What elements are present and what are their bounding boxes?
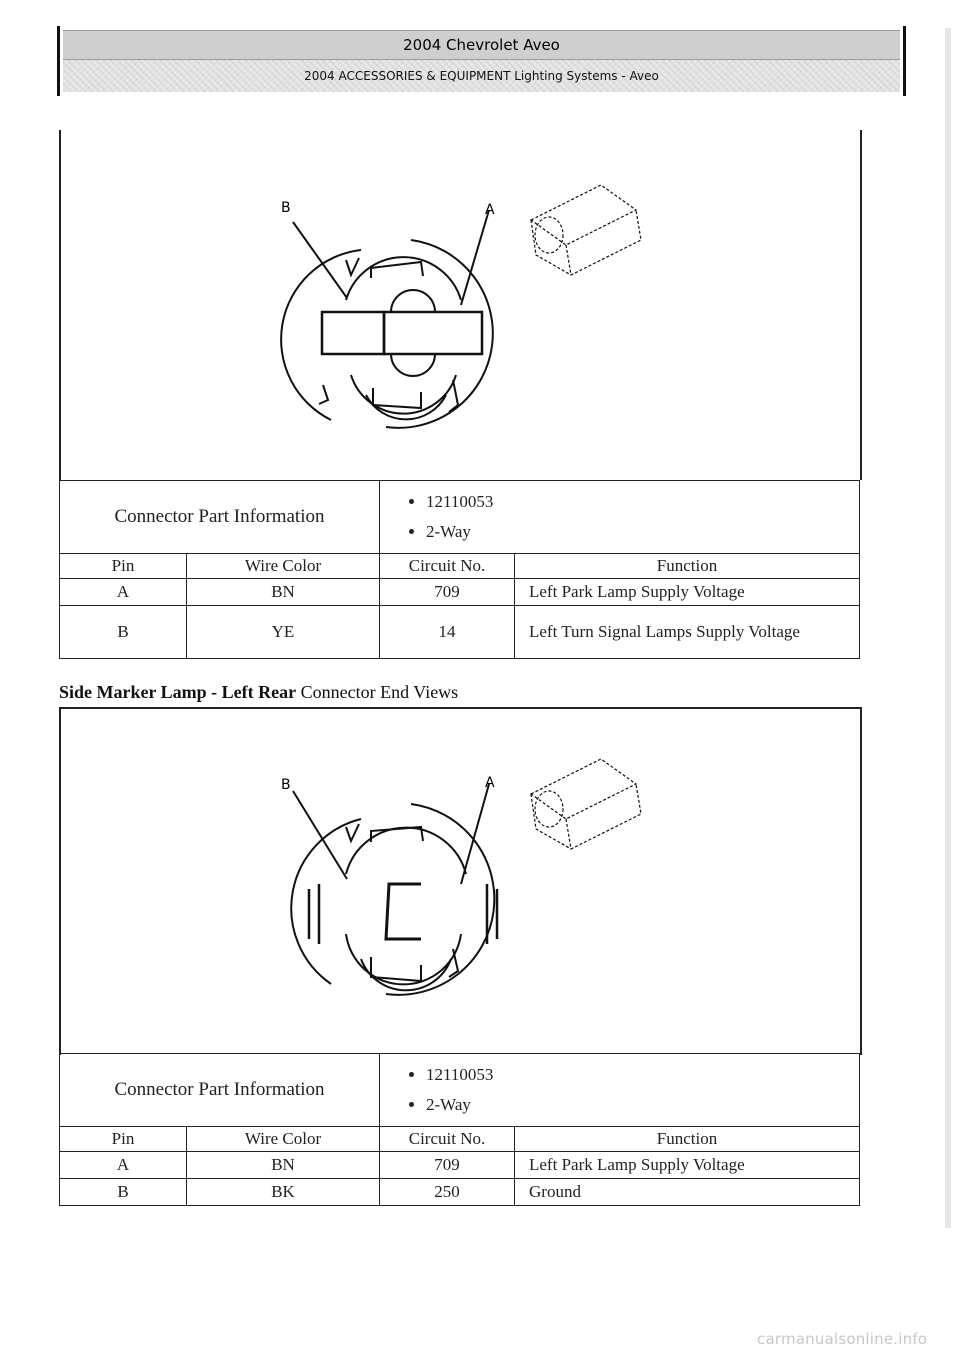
table-row	[60, 1179, 860, 1206]
pin-label-a: A	[485, 775, 495, 791]
pin-cell: A	[60, 579, 187, 606]
header-left-rule	[57, 26, 60, 96]
function-cell: Left Park Lamp Supply Voltage	[515, 1152, 860, 1179]
pin-label-b: B	[281, 200, 291, 216]
part-info-label: Connector Part Information	[60, 481, 380, 554]
circuit-cell: 14	[380, 606, 515, 659]
col-circuit: Circuit No.	[380, 554, 515, 579]
document-title: 2004 Chevrolet Aveo	[63, 30, 900, 60]
col-wire-color: Wire Color	[187, 554, 380, 579]
table-header-row	[60, 554, 860, 579]
connector-diagram-2	[61, 709, 860, 1055]
col-pin: Pin	[60, 1127, 187, 1152]
col-function: Function	[515, 1127, 860, 1152]
header-right-rule	[903, 26, 906, 96]
wire-color-cell: BK	[187, 1179, 380, 1206]
part-info-values	[380, 481, 860, 554]
part-number: • 12110053	[426, 1060, 853, 1090]
connector-table-1	[59, 480, 860, 659]
watermark: carmanualsonline.info	[757, 1330, 928, 1348]
pin-cell: A	[60, 1152, 187, 1179]
circuit-cell: 709	[380, 579, 515, 606]
col-pin: Pin	[60, 554, 187, 579]
col-circuit: Circuit No.	[380, 1127, 515, 1152]
section-title-bold: Side Marker Lamp - Left Rear	[59, 682, 297, 702]
document-subtitle: 2004 ACCESSORIES & EQUIPMENT Lighting Systems - Aveo	[63, 60, 900, 92]
function-cell: Left Park Lamp Supply Voltage	[515, 579, 860, 606]
wire-color-cell: YE	[187, 606, 380, 659]
table-row	[60, 579, 860, 606]
table-header-row	[60, 1127, 860, 1152]
circuit-cell: 250	[380, 1179, 515, 1206]
pin-cell: B	[60, 1179, 187, 1206]
section-title-rest: Connector End Views	[296, 682, 459, 702]
function-cell: Ground	[515, 1179, 860, 1206]
part-info-label: Connector Part Information	[60, 1054, 380, 1127]
wire-color-cell: BN	[187, 1152, 380, 1179]
connector-end-view-figure-2	[59, 707, 862, 1055]
part-ways: • 2-Way	[426, 1090, 853, 1120]
pin-label-b: B	[281, 777, 291, 793]
connector-diagram-1	[61, 130, 860, 480]
connector-table-2	[59, 1053, 860, 1206]
wire-color-cell: BN	[187, 579, 380, 606]
circuit-cell: 709	[380, 1152, 515, 1179]
part-info-values	[380, 1054, 860, 1127]
pin-cell: B	[60, 606, 187, 659]
table-row	[60, 1152, 860, 1179]
col-wire-color: Wire Color	[187, 1127, 380, 1152]
connector-end-view-figure-1	[59, 130, 862, 480]
col-function: Function	[515, 554, 860, 579]
table-row	[60, 606, 860, 659]
part-number: • 12110053	[426, 487, 853, 517]
part-ways: • 2-Way	[426, 517, 853, 547]
pin-label-a: A	[485, 202, 495, 218]
page-edge-shade	[945, 28, 951, 1228]
section-title	[59, 682, 458, 703]
function-cell: Left Turn Signal Lamps Supply Voltage	[515, 606, 860, 659]
